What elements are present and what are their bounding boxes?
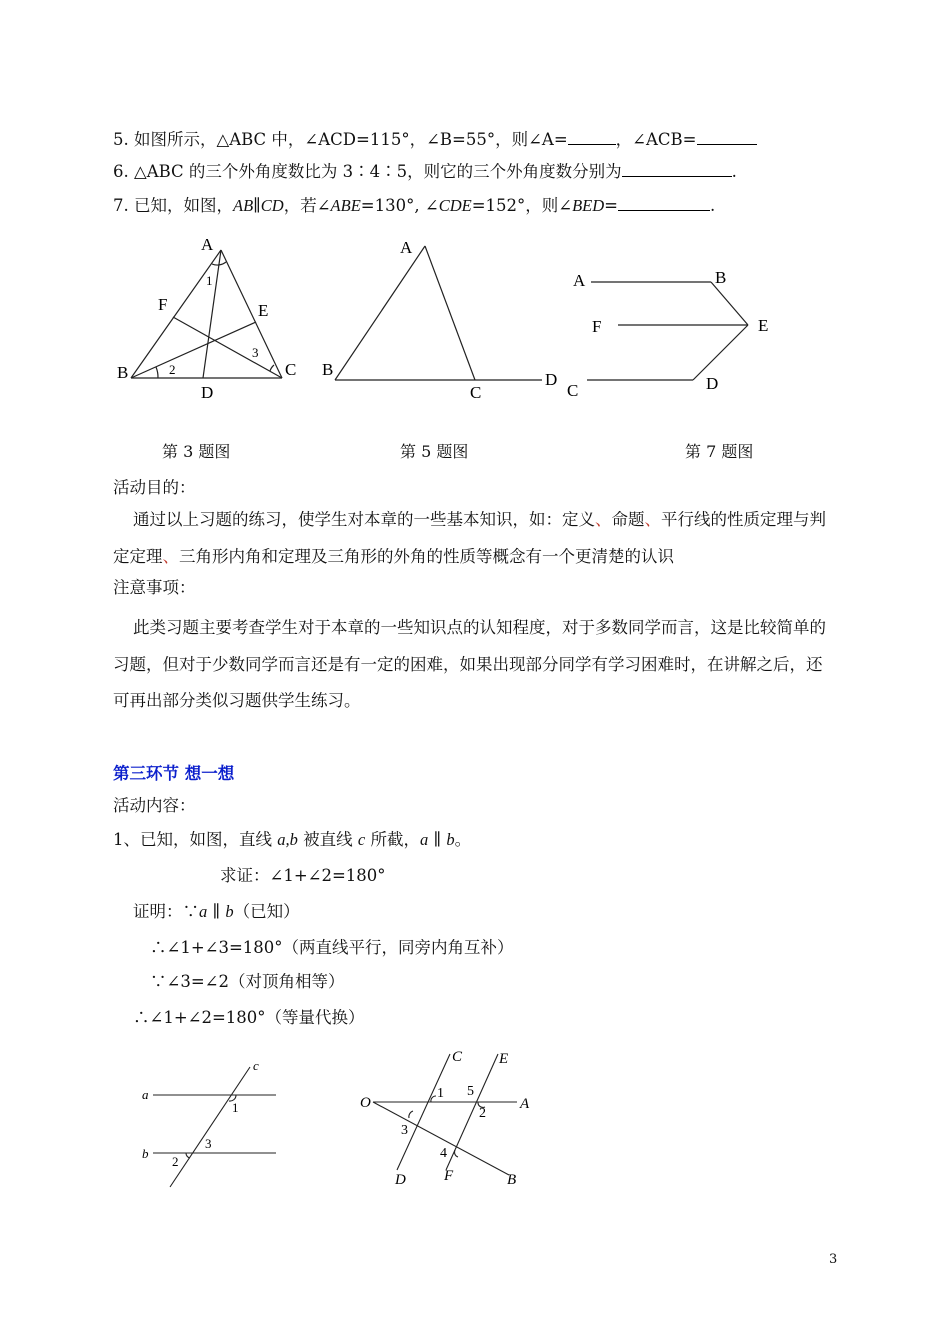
bottom-right-label-a: A: [520, 1096, 530, 1112]
fig5-label-c: C: [470, 383, 482, 402]
problem-var-a: a: [419, 830, 429, 849]
fig3-label-d: D: [201, 383, 214, 402]
bottom-left-label-c: c: [253, 1058, 259, 1073]
purpose-sep-3: 、: [162, 546, 179, 566]
problem-text-1: 1、已知，如图，直线: [113, 830, 278, 849]
bottom-right-label-e: E: [499, 1051, 509, 1067]
fig7-label-f: F: [592, 317, 602, 336]
q7-abe: ABE: [330, 196, 361, 215]
q7-text-4: =152°，则∠: [471, 196, 573, 215]
bottom-left-angle-2: 2: [172, 1154, 179, 1169]
fig5-caption: 第 5 题图: [400, 442, 469, 461]
notes-body: 此类习题主要考查学生对于本章的一些知识点的认知程度，对于多数同学而言，这是比较简单的习题，但对于少数同学而言还是有一定的困难，如果出现部分同学有学习困难时，在讲解之后，还可再出部分类似习题供学生练习。: [113, 618, 826, 710]
q6-text: △ABC 的三个外角度数比为 3∶4∶5，则它的三个外角度数分别为: [134, 162, 622, 181]
fig7-label-e: E: [758, 316, 769, 335]
q7-cde: CDE: [438, 196, 472, 215]
fig7-label-b: B: [715, 268, 727, 287]
bottom-left-label-a: a: [142, 1087, 149, 1102]
fig3-label-c: C: [285, 360, 297, 379]
bottom-right-angle-2: 2: [479, 1106, 486, 1121]
bottom-right-label-c: C: [452, 1049, 463, 1065]
proof-1-text-b: （已知）: [233, 902, 300, 921]
purpose-heading: 活动目的：: [113, 478, 196, 497]
fig7-label-c: C: [567, 381, 579, 400]
proof-line-4: ∴∠1+∠2=180°（等量代换）: [133, 1008, 365, 1027]
q7-text-1: 已知，如图，: [134, 196, 233, 215]
purpose-text-b: 命题: [611, 510, 645, 529]
q6-end: .: [731, 162, 737, 181]
q7-text-5: =: [604, 196, 618, 215]
problem-text-4: 。: [454, 830, 472, 849]
q6-number: 6.: [113, 162, 129, 181]
q5-mid: ，∠ACB=: [615, 130, 697, 149]
proof-line-3: ∵∠3=∠2（对顶角相等）: [150, 972, 345, 991]
proof-line-2: ∴∠1+∠3=180°（两直线平行，同旁内角互补）: [150, 938, 514, 957]
bottom-right-angle-1: 1: [437, 1086, 444, 1101]
q7-ab: AB: [233, 196, 254, 215]
figure-3: [110, 228, 320, 408]
fig3-angle-3: 3: [252, 345, 259, 360]
figure-7: [565, 260, 780, 405]
q7-text-3: =130°, ∠: [360, 196, 439, 215]
fig3-caption: 第 3 题图: [162, 442, 231, 461]
problem-1: [113, 828, 471, 852]
notes-heading: 注意事项：: [113, 578, 196, 597]
problem-text-2: 被直线: [297, 830, 358, 849]
fig5-label-a: A: [400, 238, 413, 257]
proof-1-parallel: ∥: [207, 902, 226, 921]
q5-blank-a[interactable]: [568, 128, 616, 145]
section3-title: 第三环节 想一想: [113, 764, 235, 783]
fig3-angle-1: 1: [206, 273, 213, 288]
bottom-right-angle-3: 3: [401, 1123, 408, 1138]
purpose-sep-2: 、: [644, 510, 661, 529]
q7-number: 7.: [113, 196, 129, 215]
problem-var-ab: a,b: [277, 830, 298, 849]
bottom-right-label-b: B: [507, 1172, 517, 1188]
fig7-label-a: A: [573, 271, 586, 290]
bottom-left-angle-3: 3: [205, 1136, 212, 1151]
question-7: [113, 194, 715, 218]
purpose-body: [113, 502, 838, 575]
purpose-text-a: 通过以上习题的练习，使学生对本章的一些基本知识，如：定义: [133, 510, 595, 529]
fig3-label-a: A: [201, 235, 214, 254]
figure-5: [318, 230, 563, 405]
q7-parallel: ∥: [253, 196, 261, 215]
proof-1-var-b: b: [225, 902, 234, 921]
fig3-label-e: E: [258, 301, 269, 320]
q7-text-2: ，若∠: [283, 196, 331, 215]
problem-var-c: c: [357, 830, 366, 849]
q5-text: 如图所示，△ABC 中，∠ACD=115°，∠B=55°，则∠A=: [134, 130, 568, 149]
fig5-label-b: B: [322, 360, 334, 379]
problem-text-3: 所截，: [365, 830, 420, 849]
fig5-label-d: D: [545, 370, 558, 389]
q7-end: .: [710, 196, 716, 215]
question-5: [113, 128, 757, 152]
bottom-right-label-d: D: [395, 1172, 406, 1188]
q7-cd: CD: [260, 196, 284, 215]
question-6: [113, 160, 737, 184]
fig3-label-f: F: [158, 295, 168, 314]
bottom-right-label-f: F: [444, 1168, 454, 1184]
q5-number: 5.: [113, 130, 129, 149]
proof-1-var-a: a: [199, 902, 208, 921]
prove-statement: 求证：∠1+∠2=180°: [220, 866, 386, 885]
bottom-right-label-o: O: [360, 1095, 371, 1111]
bottom-left-angle-1: 1: [232, 1100, 239, 1115]
q7-blank[interactable]: [618, 194, 710, 211]
proof-1-text-a: 证明：∵: [133, 902, 199, 921]
fig3-angle-2: 2: [169, 362, 176, 377]
problem-parallel: ∥: [428, 830, 447, 849]
q5-blank-acb[interactable]: [697, 128, 757, 145]
bottom-left-label-b: b: [142, 1146, 149, 1161]
section3-content-heading: 活动内容：: [113, 796, 196, 815]
figure-parallel-lines: [135, 1055, 285, 1190]
page-number: 3: [829, 1252, 838, 1267]
bottom-right-angle-5: 5: [467, 1084, 474, 1099]
bottom-right-angle-4: 4: [440, 1146, 447, 1161]
q6-blank[interactable]: [622, 160, 732, 177]
purpose-text-c: 平行线的性质定理与判定定理: [113, 510, 826, 566]
fig3-label-b: B: [117, 363, 129, 382]
problem-var-b: b: [446, 830, 455, 849]
purpose-sep-1: 、: [595, 510, 612, 529]
purpose-text-d: 三角形内角和定理及三角形的外角的性质等概念有一个更清楚的认识: [179, 546, 674, 566]
proof-line-1: [133, 900, 300, 924]
q7-bed: BED: [572, 196, 605, 215]
fig7-caption: 第 7 题图: [685, 442, 754, 461]
fig7-label-d: D: [706, 374, 719, 393]
figure-transversals: [350, 1045, 540, 1190]
